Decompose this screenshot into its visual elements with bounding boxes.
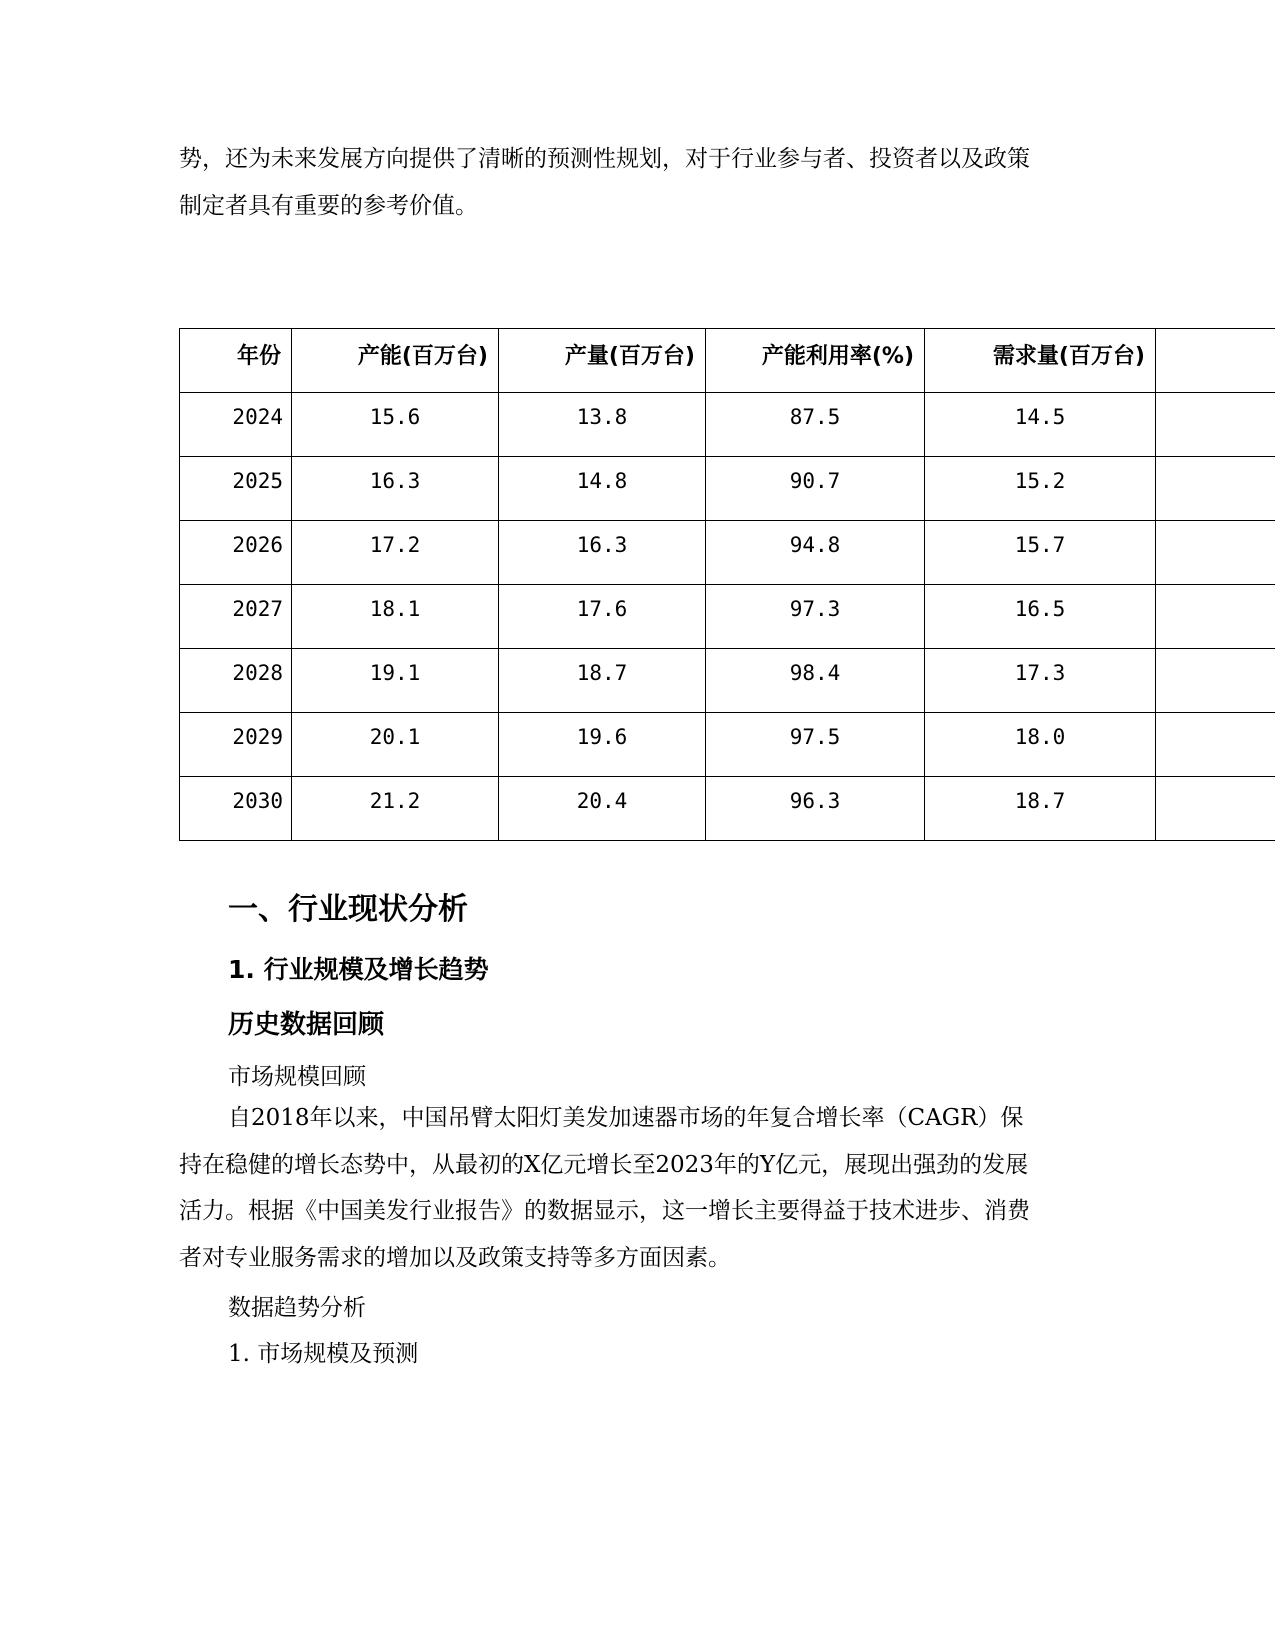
subsection-heading: 1. 行业规模及增长趋势: [228, 955, 489, 984]
cell-utilization: 98.4: [706, 649, 925, 713]
cell-capacity: 18.1: [292, 585, 499, 649]
cell-cut-off: [1156, 713, 1275, 777]
cell-utilization: 96.3: [706, 777, 925, 841]
table-row: [180, 713, 1275, 777]
table-row: [180, 457, 1275, 521]
cell-utilization: 87.5: [706, 393, 925, 457]
header-year: 年份: [180, 329, 292, 393]
cell-output: 13.8: [499, 393, 706, 457]
cell-capacity: 15.6: [292, 393, 499, 457]
table-row: [180, 649, 1275, 713]
table-header-row: [180, 329, 1275, 393]
cell-output: 16.3: [499, 521, 706, 585]
cell-capacity: 20.1: [292, 713, 499, 777]
cell-year: 2024: [180, 393, 292, 457]
cell-year: 2028: [180, 649, 292, 713]
cell-capacity: 21.2: [292, 777, 499, 841]
cell-demand: 18.0: [925, 713, 1156, 777]
cell-year: 2027: [180, 585, 292, 649]
cell-capacity: 19.1: [292, 649, 499, 713]
cell-demand: 16.5: [925, 585, 1156, 649]
header-capacity: 产能(百万台): [292, 329, 499, 393]
cell-cut-off: [1156, 777, 1275, 841]
cell-cut-off: [1156, 393, 1275, 457]
market-review-label: 市场规模回顾: [228, 1064, 366, 1090]
header-utilization: 产能利用率(%): [706, 329, 925, 393]
cell-cut-off: [1156, 521, 1275, 585]
header-cut-off: [1156, 329, 1275, 393]
cell-capacity: 16.3: [292, 457, 499, 521]
cell-utilization: 94.8: [706, 521, 925, 585]
capacity-table-container: [179, 328, 1275, 841]
trend-analysis-label: 数据趋势分析: [228, 1295, 366, 1321]
header-demand: 需求量(百万台): [925, 329, 1156, 393]
cell-utilization: 97.5: [706, 713, 925, 777]
topic-heading: 历史数据回顾: [228, 1010, 385, 1040]
cell-year: 2029: [180, 713, 292, 777]
cell-output: 19.6: [499, 713, 706, 777]
cell-demand: 18.7: [925, 777, 1156, 841]
cell-year: 2030: [180, 777, 292, 841]
market-forecast-label: 1. 市场规模及预测: [228, 1341, 419, 1367]
cell-demand: 15.7: [925, 521, 1156, 585]
table-row: [180, 393, 1275, 457]
cell-year: 2026: [180, 521, 292, 585]
table-row: [180, 521, 1275, 585]
capacity-table: [179, 328, 1275, 841]
cell-year: 2025: [180, 457, 292, 521]
cell-cut-off: [1156, 649, 1275, 713]
body-paragraph: 自2018年以来，中国吊臂太阳灯美发加速器市场的年复合增长率（CAGR）保持在稳健的增长态势中，从最初的X亿元增长至2023年的Y亿元，展现出强劲的发展活力。根据《中国美发行业报告》的数据显示，这一增长主要得益于技术进步、消费者对专业服务需求的增加以及政策支持等多方面因素。: [179, 1105, 1030, 1271]
table-row: [180, 585, 1275, 649]
cell-output: 18.7: [499, 649, 706, 713]
intro-paragraph: 势，还为未来发展方向提供了清晰的预测性规划，对于行业参与者、投资者以及政策制定者具有重要的参考价值。: [179, 146, 1030, 219]
cell-cut-off: [1156, 585, 1275, 649]
cell-cut-off: [1156, 457, 1275, 521]
cell-demand: 15.2: [925, 457, 1156, 521]
cell-demand: 14.5: [925, 393, 1156, 457]
cell-output: 20.4: [499, 777, 706, 841]
cell-capacity: 17.2: [292, 521, 499, 585]
header-output: 产量(百万台): [499, 329, 706, 393]
cell-demand: 17.3: [925, 649, 1156, 713]
cell-output: 14.8: [499, 457, 706, 521]
cell-utilization: 90.7: [706, 457, 925, 521]
cell-utilization: 97.3: [706, 585, 925, 649]
section-heading: 一、行业现状分析: [228, 892, 468, 927]
table-row: [180, 777, 1275, 841]
cell-output: 17.6: [499, 585, 706, 649]
